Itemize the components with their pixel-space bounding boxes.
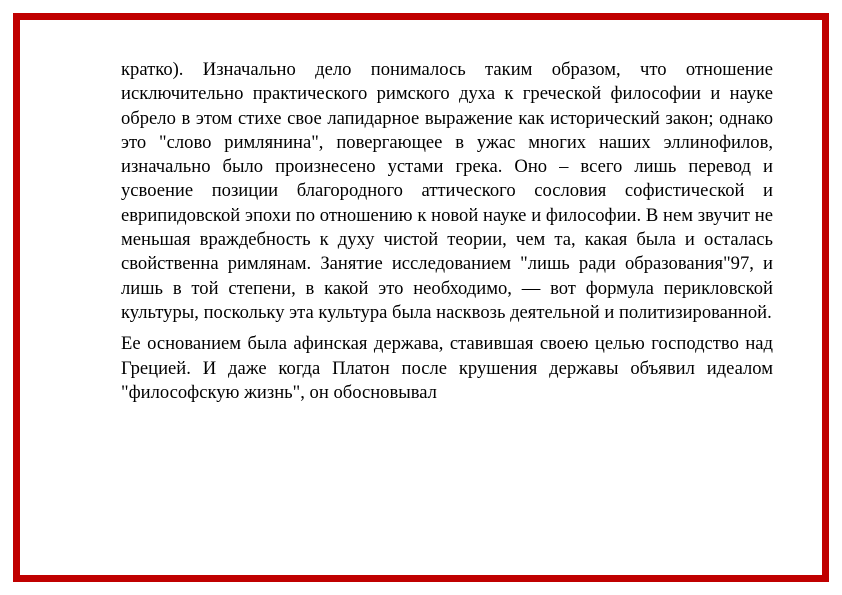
paragraph-2: Ее основанием была афинская держава, ставившая своею целью господство над Грецией. И даже когда Платон после крушения державы объявил идеалом "философскую жизнь", он обосновывал [121,333,773,403]
paragraph-1: кратко). Изначально дело понималось таким образом, что отношение исключительно практического римского духа к греческой философии и науке обрело в этом стихе свое лапидарное выражение как исторический закон; однако это "слово римлянина", повергающее в ужас многих наших эллинофилов, изначально было произнесено устами грека. Оно – всего лишь перевод и усвоение позиции благородного аттического сословия софистической и еврипидовской эпохи по отношению к новой науке и философии. В нем звучит не меньшая враждебность к духу чистой теории, чем та, какая была и осталась свойственна римлянам. Занятие исследованием "лишь ради образования"97, и лишь в той степени, в какой это необходимо, — вот формула перикловской культуры, поскольку эта культура была насквозь деятельной и политизированной. [121,59,773,323]
document-body [121,58,773,405]
